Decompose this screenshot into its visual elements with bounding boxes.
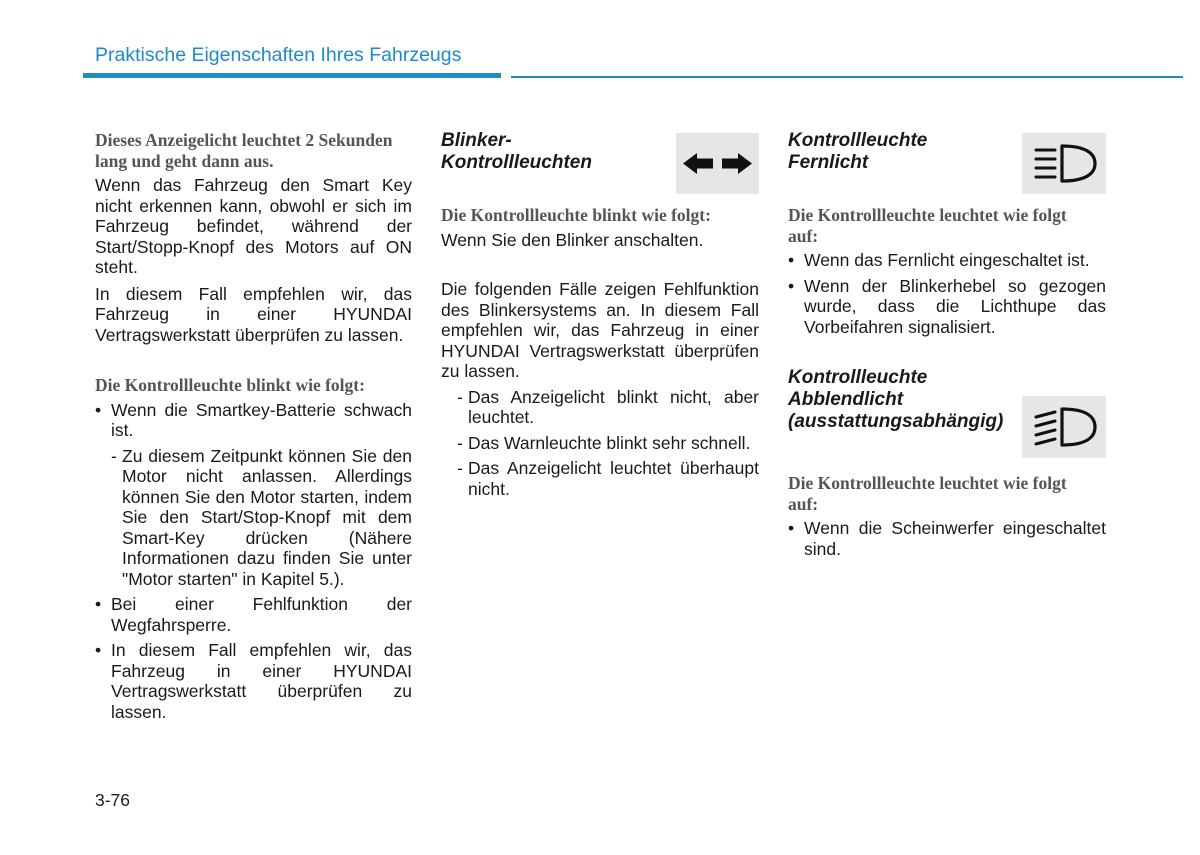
- list-item-text: Wenn die Smartkey-Batterie schwach ist.: [111, 399, 412, 440]
- header-rule-thin: [511, 76, 1183, 78]
- blink-heading: Die Kontrollleuchte blinkt wie folgt:: [95, 375, 365, 395]
- list-item: • Wenn das Fernlicht eingeschaltet ist.: [788, 250, 1106, 271]
- list-item: - Das Warnleuchte blinkt sehr schnell.: [457, 433, 759, 454]
- list-item: [95, 400, 412, 590]
- paragraph-smart-key-not-detected: Wenn das Fahrzeug den Smart Key nicht erkennen kann, obwohl er sich im Fahrzeug befindet, während der Start/Stopp-Knopf des Motors auf ON steht.: [95, 175, 412, 277]
- bullet-list: [95, 400, 412, 723]
- high-beam-heading: Die Kontrollleuchte leuchtet wie folgt auf:: [788, 205, 1067, 246]
- chapter-title: Praktische Eigenschaften Ihres Fahrzeugs: [95, 44, 462, 66]
- sub-dash-list: [111, 446, 412, 590]
- turn-signal-arrows-icon: [676, 133, 759, 194]
- list-item: • Wenn die Scheinwerfer eingeschaltet sind.: [788, 518, 1106, 559]
- section-title-turn-signal: Blinker-Kontrollleuchten: [441, 130, 592, 173]
- paragraph-turn-signal-on: Wenn Sie den Blinker anschalten.: [441, 229, 704, 250]
- list-item: - Zu diesem Zeitpunkt können Sie den Motor nicht anlassen. Allerdings können Sie den Motor starten, indem Sie den Start/Stop-Knopf mit dem Smart-Key drücken (Nähere Informationen dazu finden Sie unter "Motor starten" in Kapitel 5.).: [111, 446, 412, 590]
- intro-heading: Dieses Anzeigelicht leuchtet 2 Sekunden lang und geht dann aus.: [95, 130, 393, 171]
- low-beam-heading: Die Kontrollleuchte leuchtet wie folgt auf:: [788, 473, 1067, 514]
- header-rule-thick: [83, 73, 501, 78]
- list-item: • Wenn der Blinkerhebel so gezogen wurde, dass die Lichthupe das Vorbeifahren signalisiert.: [788, 276, 1106, 338]
- high-beam-icon: [1022, 133, 1106, 194]
- paragraph-malfunction: Die folgenden Fälle zeigen Fehlfunktion des Blinkersystems an. In diesem Fall empfehlen wir, das Fahrzeug in einer HYUNDAI Vertragswerkstatt überprüfen zu lassen.: [441, 279, 759, 381]
- section-title-high-beam: Kontrollleuchte Fernlicht: [788, 130, 928, 173]
- blink-heading: Die Kontrollleuchte blinkt wie folgt:: [441, 205, 711, 225]
- bullet-list: [788, 250, 1106, 337]
- list-item: • In diesem Fall empfehlen wir, das Fahrzeug in einer HYUNDAI Vertragswerkstatt überprüfen zu lassen.: [95, 640, 412, 722]
- page-number: 3-76: [95, 790, 131, 810]
- list-item: • Bei einer Fehlfunktion der Wegfahrsperre.: [95, 594, 412, 635]
- dash-list: [457, 387, 759, 500]
- paragraph-recommend-workshop: In diesem Fall empfehlen wir, das Fahrzeug in einer HYUNDAI Vertragswerkstatt überprüfen zu lassen.: [95, 283, 412, 345]
- low-beam-icon: [1022, 396, 1106, 458]
- list-item: - Das Anzeigelicht leuchtet überhaupt nicht.: [457, 458, 759, 499]
- column-beams: [788, 130, 1106, 559]
- bullet-list: [788, 518, 1106, 559]
- section-title-low-beam: Kontrollleuchte Abblendlicht (ausstattungsabhängig): [788, 367, 1004, 432]
- column-smart-key: [95, 130, 412, 722]
- list-item: - Das Anzeigelicht blinkt nicht, aber leuchtet.: [457, 387, 759, 428]
